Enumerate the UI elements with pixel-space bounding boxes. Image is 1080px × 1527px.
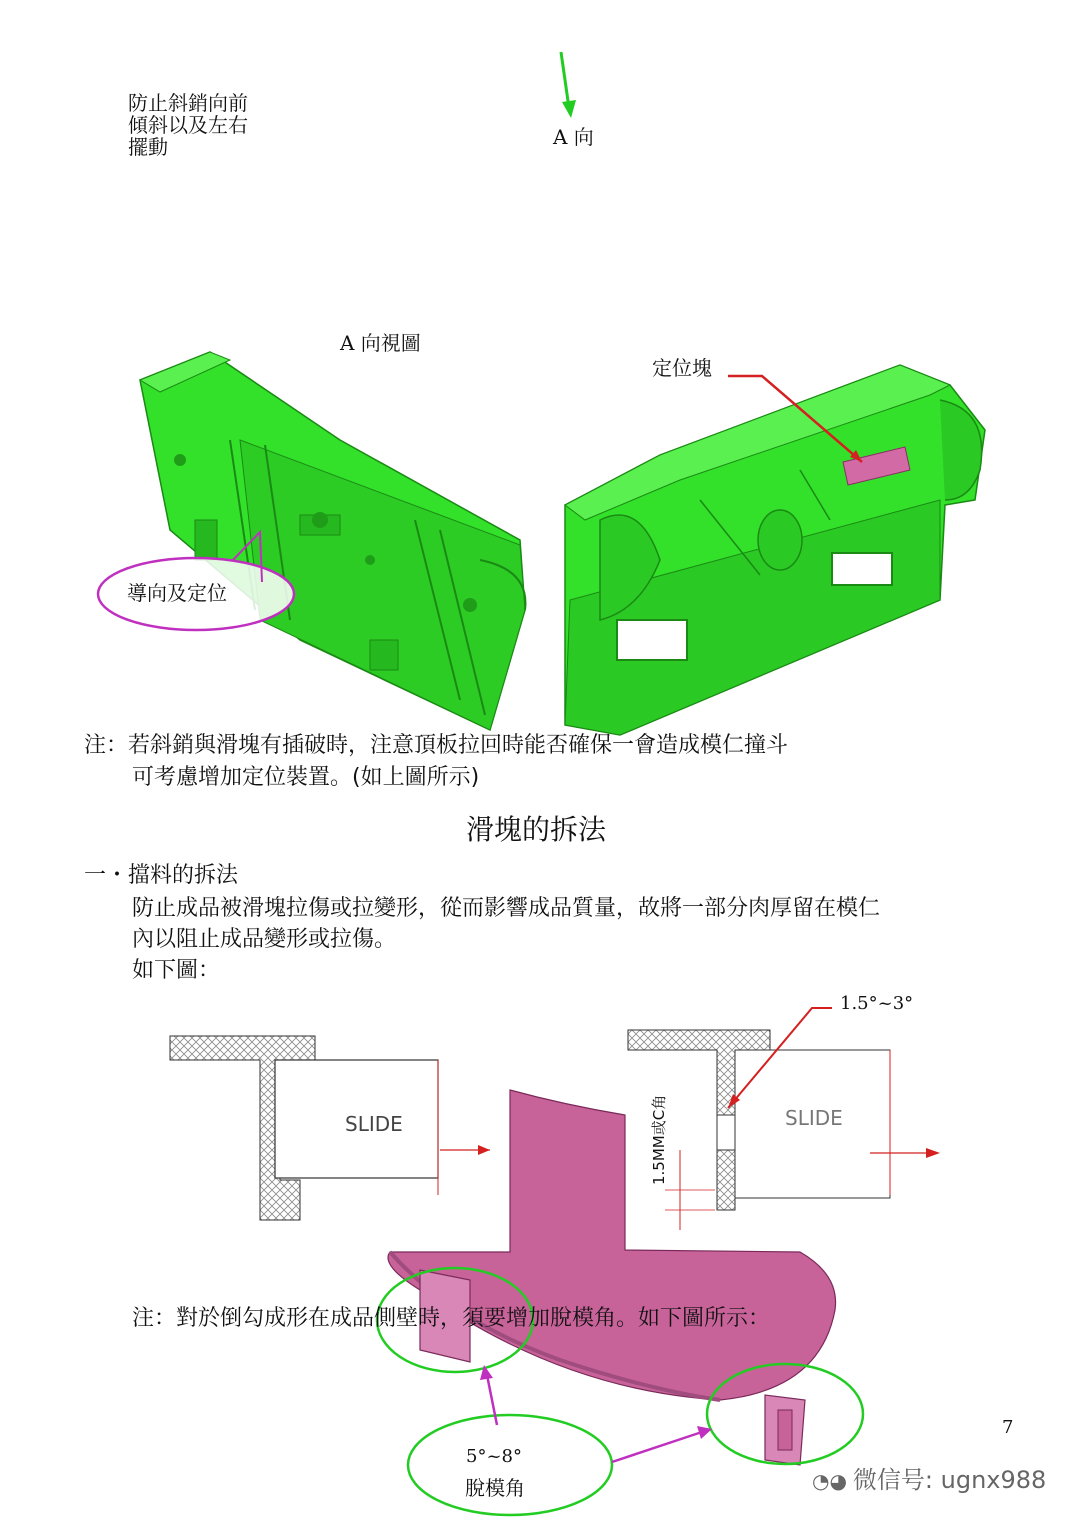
left-green-part (140, 352, 525, 730)
section-heading: 滑塊的拆法 (466, 813, 607, 846)
slide-figures (0, 990, 1080, 1527)
draft-label: 脫模角 (465, 1476, 525, 1500)
slide-left-label: SLIDE (345, 1112, 403, 1136)
item1-body-line3: 如下圖： (132, 958, 221, 983)
left-note-line: 擺動 (128, 135, 168, 159)
note1-line1: 注：若斜銷與滑塊有插破時，注意頂板拉回時能否確保一會造成模仁撞斗 (84, 733, 789, 758)
left-note-line: 防止斜銷向前 (128, 91, 248, 115)
wechat-icon: ◔◕ (812, 1469, 847, 1493)
angle-label: 1.5°~3° (840, 993, 914, 1014)
green-parts-figure (0, 0, 1080, 760)
slide-right-label: SLIDE (785, 1106, 843, 1130)
item1-body-line1: 防止成品被滑塊拉傷或拉變形，從而影響成品質量，故將一部分肉厚留在模仁 (132, 896, 881, 921)
a-direction-arrow (561, 52, 576, 118)
dim-label: 1.5MM或C角 (650, 1094, 668, 1185)
right-schematic (628, 1008, 940, 1230)
left-schematic (170, 1036, 490, 1220)
page-number: 7 (1002, 1417, 1014, 1438)
note1-line2: 可考慮增加定位裝置。(如上圖所示) (132, 765, 480, 790)
draft-angle-label: 5°~8° (466, 1446, 522, 1467)
a-view-label: A 向視圖 (340, 331, 421, 355)
left-note-line: 傾斜以及左右 (128, 113, 248, 137)
right-green-part (565, 365, 985, 735)
locating-block-label: 定位塊 (652, 356, 712, 380)
a-direction-label: A 向 (553, 125, 594, 149)
note2-text: 注：對於倒勾成形在成品側壁時，須要增加脫模角。如下圖所示： (132, 1306, 771, 1331)
guide-label: 導向及定位 (127, 581, 227, 605)
watermark (812, 1460, 1046, 1495)
item1-title: 一・擋料的拆法 (84, 863, 239, 888)
item1-body-line2: 內以阻止成品變形或拉傷。 (132, 927, 397, 952)
watermark-text: 微信号: ugnx988 (852, 1466, 1047, 1494)
